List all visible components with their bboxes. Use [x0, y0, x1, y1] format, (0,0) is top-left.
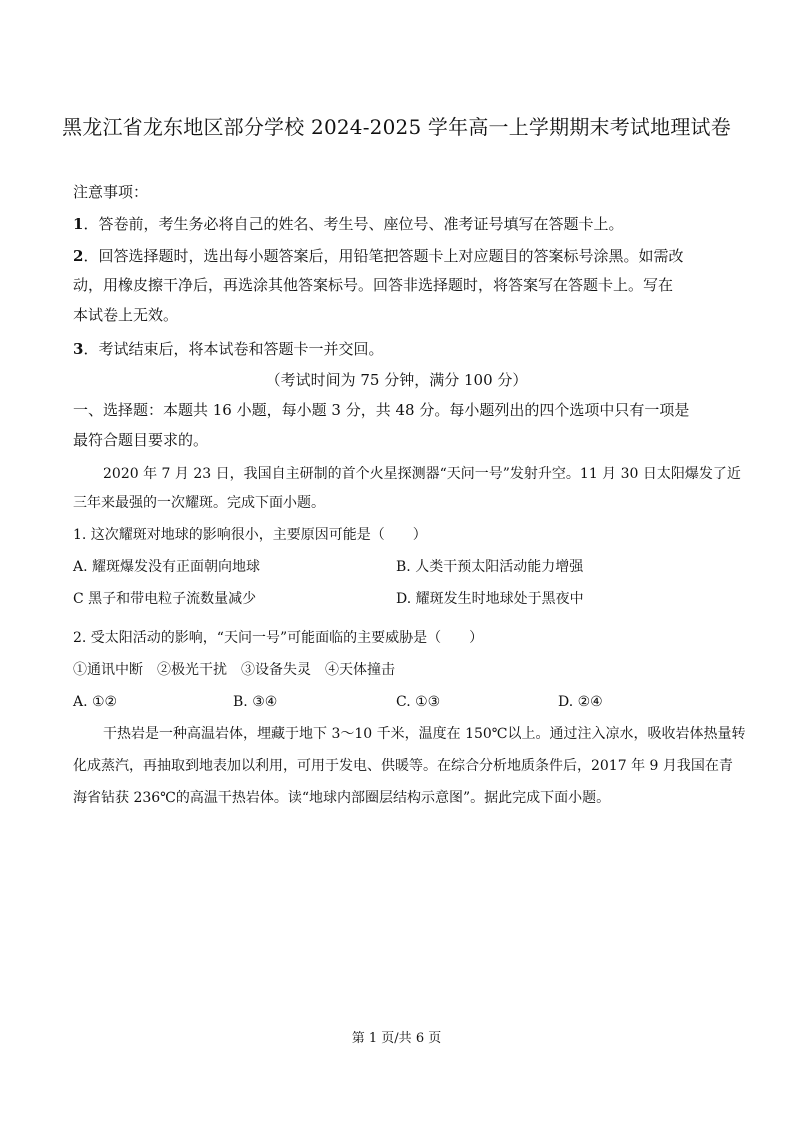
question-2-stem: 2. 受太阳活动的影响，“天问一号”可能面临的主要威胁是（ ）: [73, 630, 484, 646]
passage-2-line: 化成蒸汽，再抽取到地表加以利用，可用于发电、供暖等。在综合分析地质条件后，2017 年 9 月我国在青: [73, 758, 733, 774]
notice-item-text: ．考试结束后，将本试卷和答题卡一并交回。: [83, 340, 384, 358]
notice-item-2-cont: 动，用橡皮擦干净后，再选涂其他答案标号。回答非选择题时，将答案写在答题卡上。写在: [73, 276, 674, 294]
section-heading-cont: 最符合题目要求的。: [73, 431, 209, 449]
question-1-option-a: A. 耀斑爆发没有正面朝向地球: [73, 559, 261, 575]
notice-heading: 注意事项：: [73, 183, 149, 201]
notice-item-text: ．回答选择题时，选出每小题答案后，用铅笔把答题卡上对应题目的答案标号涂黑。如需改: [83, 247, 684, 265]
notice-item-2-cont: 本试卷上无效。: [73, 306, 179, 324]
question-2-option-d: D. ②④: [558, 694, 603, 710]
question-2-items: ①通讯中断 ②极光干扰 ③设备失灵 ④天体撞击: [73, 662, 395, 678]
page-footer: 第 1 页/共 6 页: [351, 1031, 442, 1046]
notice-item-2: [73, 245, 723, 267]
notice-item-3: [73, 338, 723, 360]
notice-item-number: 1: [73, 215, 84, 233]
page-title: 黑龙江省龙东地区部分学校 2024-2025 学年高一上学期期末考试地理试卷: [62, 115, 731, 139]
exam-time-note: （考试时间为 75 分钟，满分 100 分）: [265, 371, 528, 389]
notice-item-number: 2: [73, 247, 84, 265]
passage-1-line: 2020 年 7 月 23 日，我国自主研制的首个火星探测器“天问一号”发射升空。11 月 30 日太阳爆发了近: [103, 466, 741, 482]
question-1-option-c: C 黑子和带电粒子流数量减少: [73, 591, 257, 607]
question-1-option-d: D. 耀斑发生时地球处于黑夜中: [396, 591, 584, 607]
notice-item-text: ．答卷前，考生务必将自己的姓名、考生号、座位号、准考证号填写在答题卡上。: [83, 215, 624, 233]
question-1-option-b: B. 人类干预太阳活动能力增强: [396, 559, 584, 575]
notice-item-1: [73, 213, 723, 235]
passage-1-line: 三年来最强的一次耀斑。完成下面小题。: [73, 495, 325, 511]
passage-2-line: 海省钻获 236℃的高温干热岩体。读“地球内部圈层结构示意图”。据此完成下面小题。: [73, 790, 611, 806]
question-1-stem: 1. 这次耀斑对地球的影响很小，主要原因可能是（ ）: [73, 527, 427, 543]
question-2-option-b: B. ③④: [233, 694, 278, 710]
question-2-option-a: A. ①②: [73, 694, 118, 710]
question-2-option-c: C. ①③: [396, 694, 441, 710]
passage-2-line: 干热岩是一种高温岩体，埋藏于地下 3～10 千米，温度在 150℃以上。通过注入凉水，吸收岩体热量转: [103, 726, 746, 742]
section-heading: 一、选择题：本题共 16 小题，每小题 3 分，共 48 分。每小题列出的四个选项中只有一项是: [73, 401, 690, 419]
notice-item-number: 3: [73, 340, 84, 358]
